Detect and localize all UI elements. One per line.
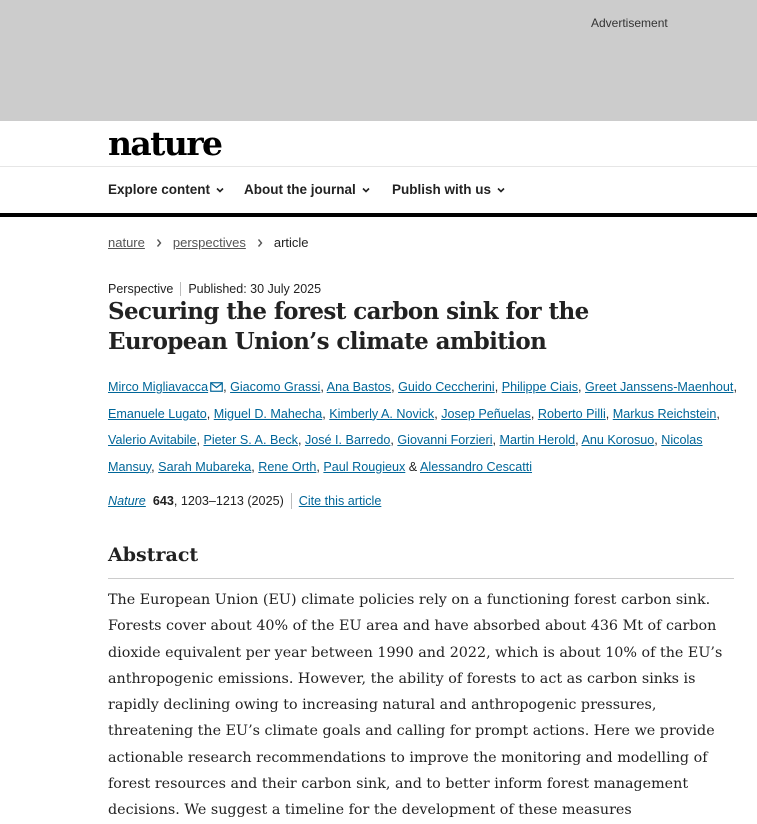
author-separator: ,	[151, 459, 159, 474]
chevron-down-icon	[362, 186, 370, 194]
author-link[interactable]: Nicolas Mansuy	[108, 433, 703, 474]
chevron-right-icon	[155, 238, 163, 248]
author-link[interactable]: Josep Peñuelas	[441, 406, 531, 421]
article-type: Perspective	[108, 282, 181, 296]
author-separator: ,	[390, 433, 398, 447]
publish-date: Published: 30 July 2025	[188, 282, 322, 296]
author-list	[108, 374, 740, 480]
email-icon[interactable]	[210, 382, 223, 392]
journal-link[interactable]: Nature	[108, 494, 146, 508]
author-separator: ,	[492, 433, 500, 447]
citation	[108, 493, 381, 509]
author-link[interactable]: Giacomo Grassi	[230, 380, 321, 394]
advertisement-banner	[0, 0, 757, 121]
nav-item-label: Publish with us	[392, 182, 492, 197]
author-link[interactable]: Kimberly A. Novick	[329, 406, 435, 421]
citation-divider	[291, 493, 292, 509]
author-link[interactable]: Philippe Ciais	[501, 380, 579, 394]
author-link[interactable]: Rene Orth	[258, 459, 317, 474]
nav-publish-with-us[interactable]	[392, 182, 505, 197]
author-separator: ,	[575, 433, 582, 447]
abstract-text: The European Union (EU) climate policies rely on a functioning forest carbon sink. Forests cover about 40% of the EU area and have absorbed about 436 Mt of carbon dioxide equivalent per year between 1990 and 2022, which is about 10% of the EU’s anthropogenic emissions. However, the ability of forests to act as carbon sinks is rapidly declining owing to increasing natural and anthropogenic pressures, threatening the EU’s climate goals and calling for prompt actions. Here we provide actionable research recommendations to improve the monitoring and modelling of forest resources and their carbon sink, and to better inform forest management decisions. We suggest a timeline for the development of these measures	[108, 592, 723, 819]
author-separator: ,	[716, 406, 720, 421]
author-separator: ,	[578, 380, 586, 394]
chevron-down-icon	[497, 186, 505, 194]
author-link[interactable]: Ana Bastos	[326, 380, 392, 394]
author-separator: ,	[605, 406, 613, 421]
author-link[interactable]: Emanuele Lugato	[108, 406, 207, 421]
author-link[interactable]: Paul Rougieux	[323, 459, 406, 474]
author-separator: ,	[251, 459, 259, 474]
nav-item-label: About the journal	[244, 182, 356, 197]
author-separator: ,	[297, 433, 305, 447]
author-separator: ,	[206, 406, 214, 421]
author-separator: &	[405, 459, 421, 474]
author-link[interactable]: Mirco Migliavacca	[108, 380, 209, 394]
breadcrumb-nature[interactable]: nature	[108, 235, 145, 250]
author-link[interactable]: Valerio Avitabile	[108, 433, 197, 447]
author-link[interactable]: Giovanni Forzieri	[397, 433, 493, 447]
author-link[interactable]: Alessandro Cescatti	[420, 459, 533, 474]
author-separator: ,	[322, 406, 330, 421]
author-separator: ,	[391, 380, 399, 394]
author-separator: ,	[320, 380, 327, 394]
article-meta	[108, 282, 321, 296]
author-link[interactable]: Roberto Pilli	[537, 406, 606, 421]
chevron-right-icon	[256, 238, 264, 248]
author-separator: ,	[223, 380, 231, 394]
nav-explore-content[interactable]	[108, 182, 224, 197]
author-separator: ,	[530, 406, 538, 421]
author-separator: ,	[434, 406, 442, 421]
author-separator: ,	[654, 433, 662, 447]
author-link[interactable]: Anu Korosuo	[581, 433, 655, 447]
author-link[interactable]: Guido Ceccherini	[398, 380, 495, 394]
abstract-divider	[108, 578, 734, 579]
breadcrumb-current: article	[273, 235, 309, 250]
author-link[interactable]: Miguel D. Mahecha	[213, 406, 323, 421]
author-link[interactable]: Pieter S. A. Beck	[203, 433, 298, 447]
author-separator: ,	[494, 380, 502, 394]
author-link[interactable]: Markus Reichstein	[612, 406, 717, 421]
article-title: Securing the forest carbon sink for the European Union’s climate ambition	[108, 298, 589, 355]
nav-about-journal[interactable]	[244, 182, 370, 197]
author-link[interactable]: Sarah Mubareka	[158, 459, 252, 474]
author-link[interactable]: Greet Janssens-Maenhout	[585, 380, 734, 394]
author-link[interactable]: Martin Herold	[499, 433, 576, 447]
breadcrumb-perspectives[interactable]: perspectives	[172, 235, 246, 250]
volume-number: 643	[152, 494, 174, 508]
breadcrumb	[108, 235, 309, 250]
nav-divider	[0, 213, 757, 217]
site-header	[0, 121, 757, 167]
nav-item-label: Explore content	[108, 182, 211, 197]
author-separator: ,	[316, 459, 324, 474]
author-separator: ,	[733, 380, 737, 394]
author-separator: ,	[196, 433, 204, 447]
nature-logo[interactable]: nature	[108, 124, 222, 163]
main-nav	[0, 166, 757, 213]
pages-year: , 1203–1213 (2025)	[173, 494, 284, 508]
advertisement-label: Advertisement	[591, 16, 668, 30]
abstract-heading: Abstract	[108, 544, 199, 566]
cite-article-link[interactable]: Cite this article	[298, 494, 382, 508]
author-link[interactable]: José I. Barredo	[304, 433, 391, 447]
chevron-down-icon	[216, 186, 224, 194]
